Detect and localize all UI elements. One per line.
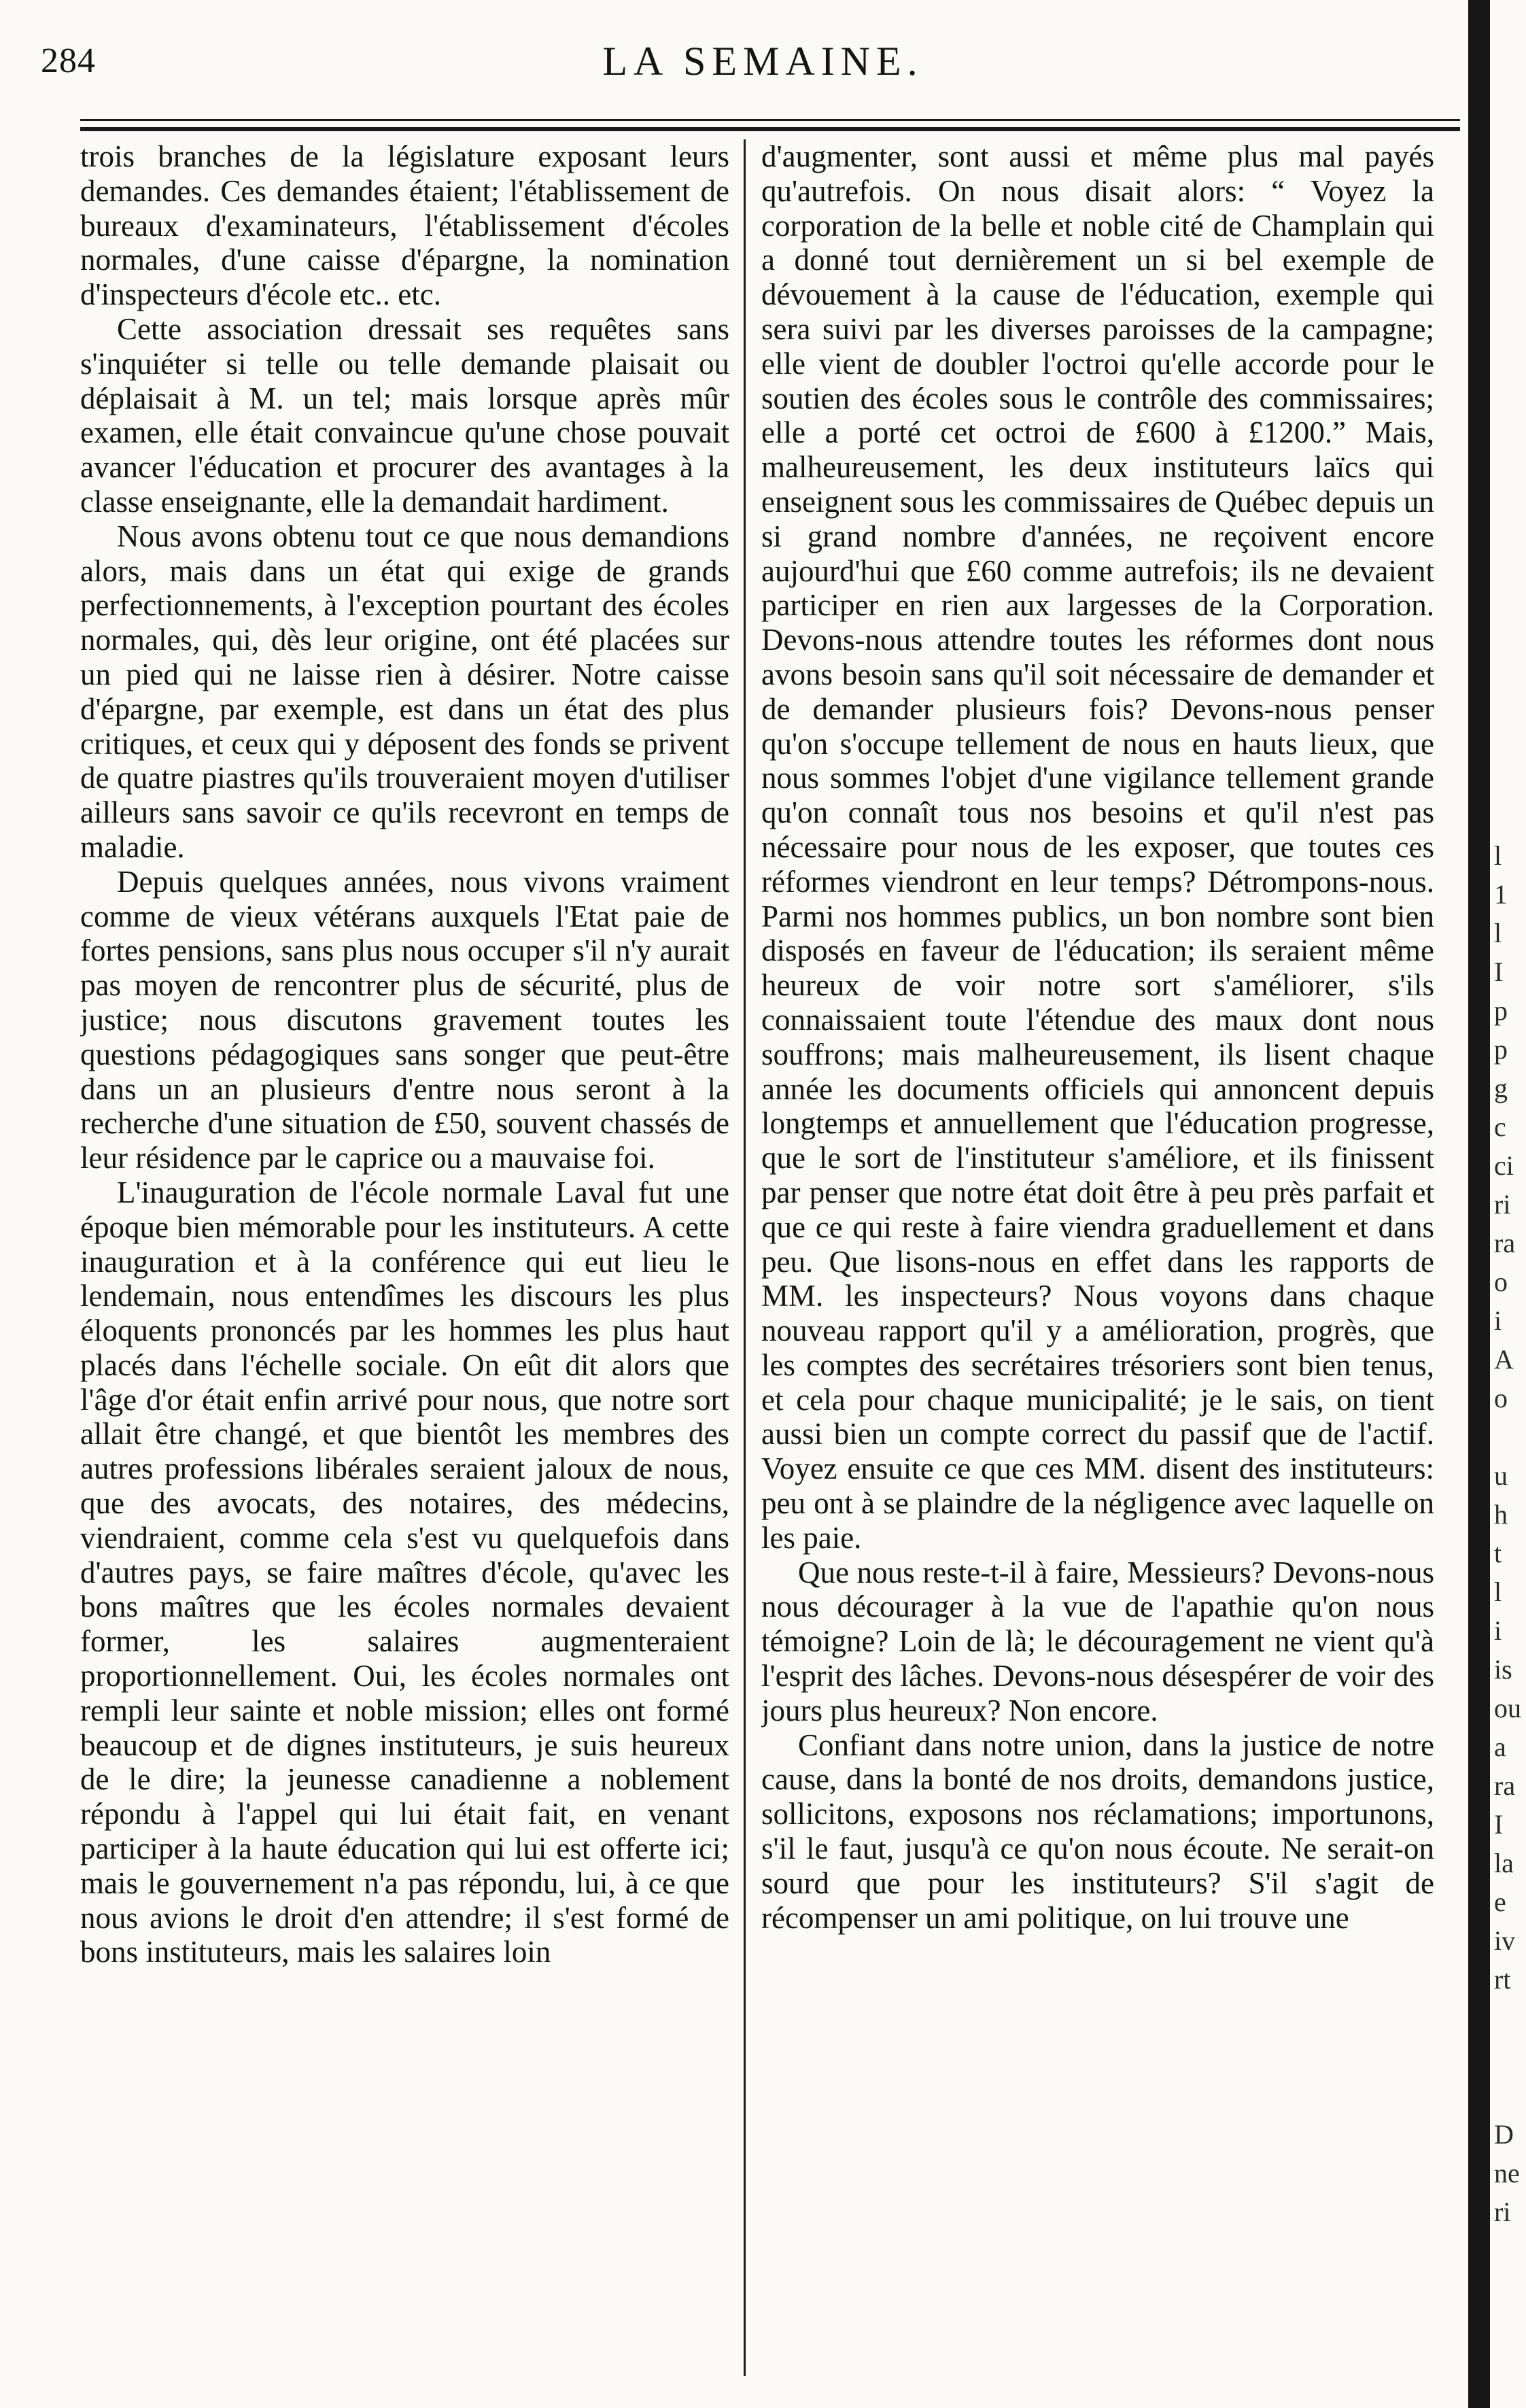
edge-fragment: D [1494, 2119, 1514, 2150]
edge-fragment: ra [1494, 1228, 1516, 1258]
edge-fragment: is [1494, 1654, 1512, 1685]
header-rule-thick [80, 127, 1460, 131]
left-paragraph-continuation: trois branches de la législature exposant leurs demandes. Ces demandes étaient; l'établissement de bureaux d'examinateurs, l'établissement d'écoles normales, d'une caisse d'épargne, la nomination d'inspecteurs d'école etc.. etc. [80, 139, 729, 312]
edge-fragment: ne [1494, 2158, 1520, 2188]
edge-fragment: ra [1494, 1770, 1516, 1801]
right-column [761, 139, 1434, 2376]
page-number: 284 [41, 41, 96, 80]
edge-fragment: p [1494, 1034, 1508, 1065]
edge-fragment: t [1494, 1538, 1502, 1568]
edge-fragment: a [1494, 1732, 1506, 1762]
left-paragraph: Cette association dressait ses requêtes sans s'inquiéter si telle ou telle demande plaisait ou déplaisait à M. un tel; mais lorsque après mûr examen, elle était convaincue qu'une chose pouvait avancer l'éducation et procurer des avantages à la classe enseignante, elle la demandait hardiment. [80, 311, 729, 519]
running-title: LA SEMAINE. [602, 39, 924, 84]
left-paragraph: Depuis quelques années, nous vivons vraiment comme de vieux vétérans auxquels l'Etat paie de fortes pensions, sans plus nous occuper s'il n'y aurait pas moyen de rencontrer plus de sécurité, plus de justice; nous discutons gravement toutes les questions pédagogiques sans songer que peut-être dans un an plusieurs d'entre nous seront à la recherche d'une situation de £50, souvent chassés de leur résidence par le caprice ou a mauvaise foi. [80, 864, 729, 1175]
left-paragraph: L'inauguration de l'école normale Laval fut une époque bien mémorable pour les instituteurs. A cette inauguration et à la conférence qui eut lieu le lendemain, nous entendîmes les discours les plus éloquents prononcés par les hommes les plus haut placés dans l'échelle sociale. On eût dit alors que l'âge d'or était enfin arrivé pour nous, que notre sort allait être changé, et que bientôt les membres des autres professions libérales seraient jaloux de nous, que des avocats, des notaires, des médecins, viendraient, comme cela s'est vu quelquefois dans d'autres pays, se faire maîtres d'école, qu'avec les bons maîtres que les écoles normales devaient former, les salaires augmenteraient proportionnellement. Oui, les écoles normales ont rempli leur sainte et noble mission; elles ont formé beaucoup et de dignes instituteurs, je suis heureux de le dire; la jeunesse canadienne a noblement répondu à l'appel qui lui était fait, en venant participer à la haute éducation qui lui est offerte ici; mais le gouvernement n'a pas répondu, lui, à ce que nous avions le droit d'en attendre; il s'est formé de bons instituteurs, mais les salaires loin [80, 1175, 729, 1970]
edge-fragment: l [1494, 1577, 1502, 1607]
edge-fragment: g [1494, 1073, 1508, 1103]
edge-fragment [1494, 1417, 1526, 1456]
edge-fragment: I [1494, 957, 1504, 987]
edge-fragment: A [1494, 1344, 1514, 1375]
header-rule-thin [80, 119, 1460, 121]
edge-fragment: ou [1494, 1693, 1521, 1723]
edge-fragment: i [1494, 1305, 1502, 1336]
column-divider [744, 139, 746, 2376]
edge-fragment: i [1494, 1615, 1502, 1646]
edge-fragment: rt [1494, 1964, 1511, 1995]
edge-fragment: I [1494, 1809, 1504, 1840]
edge-fragment: u [1494, 1460, 1508, 1491]
edge-fragment: ri [1494, 1189, 1511, 1220]
edge-fragment: h [1494, 1499, 1508, 1530]
edge-fragment: c [1494, 1112, 1506, 1142]
edge-fragment: p [1494, 995, 1508, 1026]
left-column [80, 139, 729, 2376]
edge-fragment: ci [1494, 1150, 1514, 1181]
binding-edge-shadow [1468, 0, 1490, 2408]
adjacent-page-fragments [1494, 836, 1526, 2231]
edge-fragment: iv [1494, 1925, 1516, 1956]
edge-fragment: e [1494, 1887, 1506, 1917]
edge-fragment: l [1494, 840, 1502, 871]
edge-fragment: ri [1494, 2197, 1511, 2227]
edge-fragment [1494, 2076, 1526, 2115]
right-paragraph: Confiant dans notre union, dans la justice de notre cause, dans la bonté de nos droits, demandons justice, sollicitons, exposons nos réclamations; importunons, s'il le faut, jusqu'à ce qu'on nous écoute. Ne serait-on sourd que pour les instituteurs? S'il s'agit de récompenser un ami politique, on lui trouve une [761, 1727, 1434, 1935]
edge-fragment [1494, 2037, 1526, 2076]
left-paragraph: Nous avons obtenu tout ce que nous demandions alors, mais dans un état qui exige de grands perfectionnements, à l'exception pourtant des écoles normales, qui, dès leur origine, ont été placées sur un pied qui ne laisse rien à désirer. Notre caisse d'épargne, par exemple, est dans un état des plus critiques, et ceux qui y déposent des fonds se privent de quatre piastres qu'ils trouveraient moyen d'utiliser ailleurs sans savoir ce qu'ils recevront en temps de maladie. [80, 519, 729, 864]
right-paragraph: Que nous reste-t-il à faire, Messieurs? Devons-nous nous décourager à la vue de l'apathie qu'on nous témoigne? Loin de là; le découragement ne vient qu'à l'esprit des lâches. Devons-nous désespérer de voir des jours plus heureux? Non encore. [761, 1555, 1434, 1727]
edge-fragment: o [1494, 1383, 1508, 1413]
edge-fragment: 1 [1494, 879, 1508, 910]
edge-fragment [1494, 1999, 1526, 2037]
right-paragraph-continuation: d'augmenter, sont aussi et même plus mal payés qu'autrefois. On nous disait alors: “ Voyez la corporation de la belle et noble cité de Champlain qui a donné tout dernièrement un si bel exemple de dévouement à la cause de l'éducation, exemple qui sera suivi par les diverses paroisses de la campagne; elle vient de doubler l'octroi qu'elle accorde pour le soutien des écoles sous le contrôle des commissaires; elle a porté cet octroi de £600 à £1200.” Mais, malheureusement, les deux instituteurs laïcs qui enseignent sous les commissaires de Québec depuis un si grand nombre d'années, ne reçoivent encore aujourd'hui que £60 comme autrefois; ils ne devaient participer en rien aux largesses de la Corporation. Devons-nous attendre toutes les réformes dont nous avons besoin sans qu'il soit nécessaire de demander et de demander plusieurs fois? Devons-nous penser qu'on s'occupe tellement de nous en hauts lieux, que nous sommes l'objet d'une vigilance tellement grande qu'on connaît tous nos besoins et qu'il n'est pas nécessaire pour nous de les exposer, que toutes ces réformes viendront en leur temps? Détrompons-nous. Parmi nos hommes publics, un bon nombre sont bien disposés en faveur de l'éducation; ils seraient même heureux de voir notre sort s'améliorer, s'ils connaissaient toute l'étendue des maux dont nous souffrons; mais malheureusement, ils lisent chaque année les documents officiels qui annoncent depuis longtemps et annuellement que l'éducation progresse, que le sort de l'instituteur s'améliore, et ils finissent par penser que notre état doit être à peu près parfait et que ce qui reste à faire viendra graduellement et dans peu. Que lisons-nous en effet dans les rapports de MM. les inspecteurs? Nous voyons dans chaque nouveau rapport qu'il y a amélioration, progrès, que les comptes des secrétaires trésoriers sont bien tenus, et cela pour chaque municipalité; je le sais, on tient aussi bien un compte correct du passif que de l'actif. Voyez ensuite ce que ces MM. disent des instituteurs: peu ont à se plaindre de la négligence avec laquelle on les paie. [761, 139, 1434, 1555]
edge-fragment: la [1494, 1848, 1514, 1878]
edge-fragment: l [1494, 918, 1502, 948]
edge-fragment: o [1494, 1267, 1508, 1297]
